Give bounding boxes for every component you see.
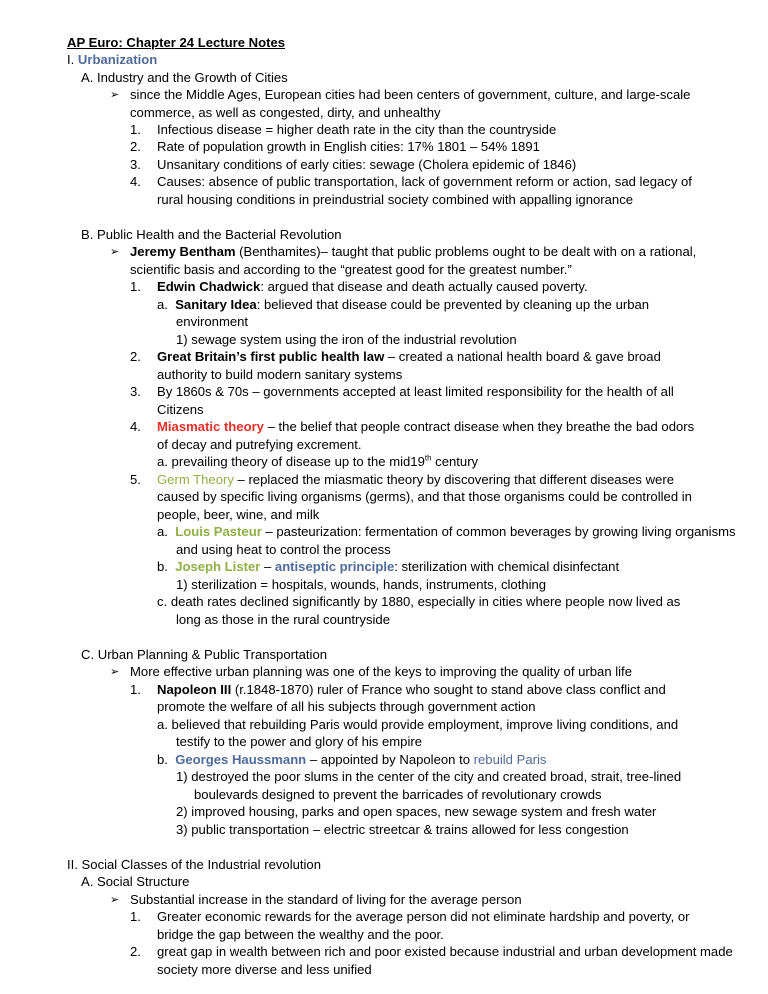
haussmann-name: Georges Haussmann xyxy=(175,752,307,767)
s1a-item1: Infectious disease = higher death rate in the city than the countryside xyxy=(157,122,557,137)
s1b-gb-line1: Great Britain’s first public health law – created a national health board & gave broad xyxy=(157,349,661,364)
s1c-napoleon-line2: promote the welfare of all his subjects through government action xyxy=(157,699,536,714)
s1a-item4-line2: rural housing conditions in preindustrial society combined with appalling ignorance xyxy=(157,192,634,207)
s1c-sub1-line1: 1) destroyed the poor slums in the center of the city and created broad, strait, tree-lined xyxy=(176,769,682,784)
napoleon-iii-name: Napoleon III xyxy=(157,682,232,697)
s1b-bentham-line1: Jeremy Bentham (Benthamites)– taught that public problems ought to be dealt with on a rational, xyxy=(130,244,697,259)
section-1c-heading: C. Urban Planning & Public Transportation xyxy=(81,647,328,662)
s1b-item4-number: 4. xyxy=(130,419,141,434)
s1b-germ-line3: people, beer, wine, and milk xyxy=(157,507,320,522)
section-1-number: I. xyxy=(67,52,75,67)
s1b-miasma-sub-a: a. prevailing theory of disease up to the mid19th century xyxy=(157,453,479,469)
s1b-miasma-line1: Miasmatic theory – the belief that people contract disease when they breathe the bad odors xyxy=(157,419,695,434)
s1b-item3-line1: By 1860s & 70s – governments accepted at least limited responsibility for the health of all xyxy=(157,384,674,399)
s2a-item2-line2: society more diverse and less unified xyxy=(157,962,372,977)
s1c-bullet: More effective urban planning was one of the keys to improving the quality of urban life xyxy=(130,664,632,679)
arrow-bullet-icon: ➢ xyxy=(110,894,120,906)
s1b-c-line1: c. death rates declined significantly by 1880, especially in cities where people now lived as xyxy=(157,594,681,609)
section-1-heading xyxy=(67,51,157,68)
section-1b-heading: B. Public Health and the Bacterial Revolution xyxy=(81,227,342,242)
s1b-gb-line2: authority to build modern sanitary systems xyxy=(157,367,403,382)
arrow-bullet-icon: ➢ xyxy=(110,89,120,101)
s1b-item2-number: 2. xyxy=(130,349,141,364)
s1a-item4-number: 4. xyxy=(130,174,141,189)
s1c-a-line1: a. believed that rebuilding Paris would provide employment, improve living conditions, and xyxy=(157,717,679,732)
rebuild-paris-term: rebuild Paris xyxy=(473,752,547,767)
s2a-item2-line1: great gap in wealth between rich and poor existed because industrial and urban development made xyxy=(157,944,733,959)
s1a-item2: Rate of population growth in English cities: 17% 1801 – 54% 1891 xyxy=(157,139,540,154)
miasmatic-theory-term: Miasmatic theory xyxy=(157,419,264,434)
s1a-item4-line1: Causes: absence of public transportation, lack of government reform or action, sad legacy of xyxy=(157,174,692,189)
section-1-label: Urbanization xyxy=(77,52,158,67)
pasteur-name: Louis Pasteur xyxy=(175,524,262,539)
s1b-item3-line2: Citizens xyxy=(157,402,204,417)
s1b-bentham-line2: scientific basis and according to the “greatest good for the greatest number.” xyxy=(130,262,572,277)
s1c-sub3: 3) public transportation – electric streetcar & trains allowed for less congestion xyxy=(176,822,629,837)
s1a-item3-number: 3. xyxy=(130,157,141,172)
s1a-bullet-line1: since the Middle Ages, European cities had been centers of government, culture, and large-scale xyxy=(130,87,691,102)
s1a-item1-number: 1. xyxy=(130,122,141,137)
s1b-pasteur-line2: and using heat to control the process xyxy=(176,542,391,557)
s1b-germ-line2: caused by specific living organisms (germs), and that those organisms could be controlled in xyxy=(157,489,692,504)
s1c-a-line2: testify to the power and glory of his empire xyxy=(176,734,422,749)
lister-name: Joseph Lister xyxy=(175,559,261,574)
s1b-germ-line1: Germ Theory – replaced the miasmatic theory by discovering that different diseases were xyxy=(157,472,674,487)
arrow-bullet-icon: ➢ xyxy=(110,666,120,678)
chadwick-name: Edwin Chadwick xyxy=(157,279,261,294)
s1a-item2-number: 2. xyxy=(130,139,141,154)
s1b-item5-number: 5. xyxy=(130,472,141,487)
s1b-item3-number: 3. xyxy=(130,384,141,399)
section-2-heading: II. Social Classes of the Industrial revolution xyxy=(67,857,321,872)
s1b-pasteur-line1: a. Louis Pasteur – pasteurization: fermentation of common beverages by growing living organisms xyxy=(157,524,736,539)
document-title: AP Euro: Chapter 24 Lecture Notes xyxy=(67,35,286,50)
s1b-sanitary-sub1: 1) sewage system using the iron of the industrial revolution xyxy=(176,332,517,347)
s1b-chadwick: Edwin Chadwick: argued that disease and death actually caused poverty. xyxy=(157,279,588,294)
s2a-item1-line2: bridge the gap between the wealthy and the poor. xyxy=(157,927,444,942)
s1c-item1-number: 1. xyxy=(130,682,141,697)
s1b-sanitary-line2: environment xyxy=(176,314,249,329)
s1b-lister-line1: b. Joseph Lister – antiseptic principle: sterilization with chemical disinfectant xyxy=(157,559,620,574)
s1b-c-line2: long as those in the rural countryside xyxy=(176,612,390,627)
s1c-sub2: 2) improved housing, parks and open spaces, new sewage system and fresh water xyxy=(176,804,657,819)
section-1a-heading: A. Industry and the Growth of Cities xyxy=(81,70,288,85)
s2a-item1-number: 1. xyxy=(130,909,141,924)
s1a-item3: Unsanitary conditions of early cities: sewage (Cholera epidemic of 1846) xyxy=(157,157,577,172)
section-2a-heading: A. Social Structure xyxy=(81,874,190,889)
s2a-item2-number: 2. xyxy=(130,944,141,959)
bentham-name: Jeremy Bentham xyxy=(130,244,236,259)
s1b-item1-number: 1. xyxy=(130,279,141,294)
gb-health-law-term: Great Britain’s first public health law xyxy=(157,349,385,364)
s1c-napoleon-line1: Napoleon III (r.1848-1870) ruler of France who sought to stand above class conflict and xyxy=(157,682,666,697)
s1b-miasma-line2: of decay and putrefying excrement. xyxy=(157,437,362,452)
s1b-lister-sub1: 1) sterilization = hospitals, wounds, hands, instruments, clothing xyxy=(176,577,547,592)
s1b-sanitary-line1: a. Sanitary Idea: believed that disease could be prevented by cleaning up the urban xyxy=(157,297,650,312)
antiseptic-principle-term: antiseptic principle xyxy=(274,559,395,574)
s1c-haussmann-line: b. Georges Haussmann – appointed by Napoleon to rebuild Paris xyxy=(157,752,547,767)
arrow-bullet-icon: ➢ xyxy=(110,246,120,258)
s1a-bullet-line2: commerce, as well as congested, dirty, and unhealthy xyxy=(130,105,441,120)
s1c-sub1-line2: boulevards designed to prevent the barricades of revolutionary crowds xyxy=(194,787,602,802)
s2a-bullet: Substantial increase in the standard of living for the average person xyxy=(130,892,522,907)
s2a-item1-line1: Greater economic rewards for the average person did not eliminate hardship and poverty, or xyxy=(157,909,690,924)
germ-theory-term: Germ Theory xyxy=(157,472,234,487)
sanitary-idea-term: Sanitary Idea xyxy=(175,297,257,312)
